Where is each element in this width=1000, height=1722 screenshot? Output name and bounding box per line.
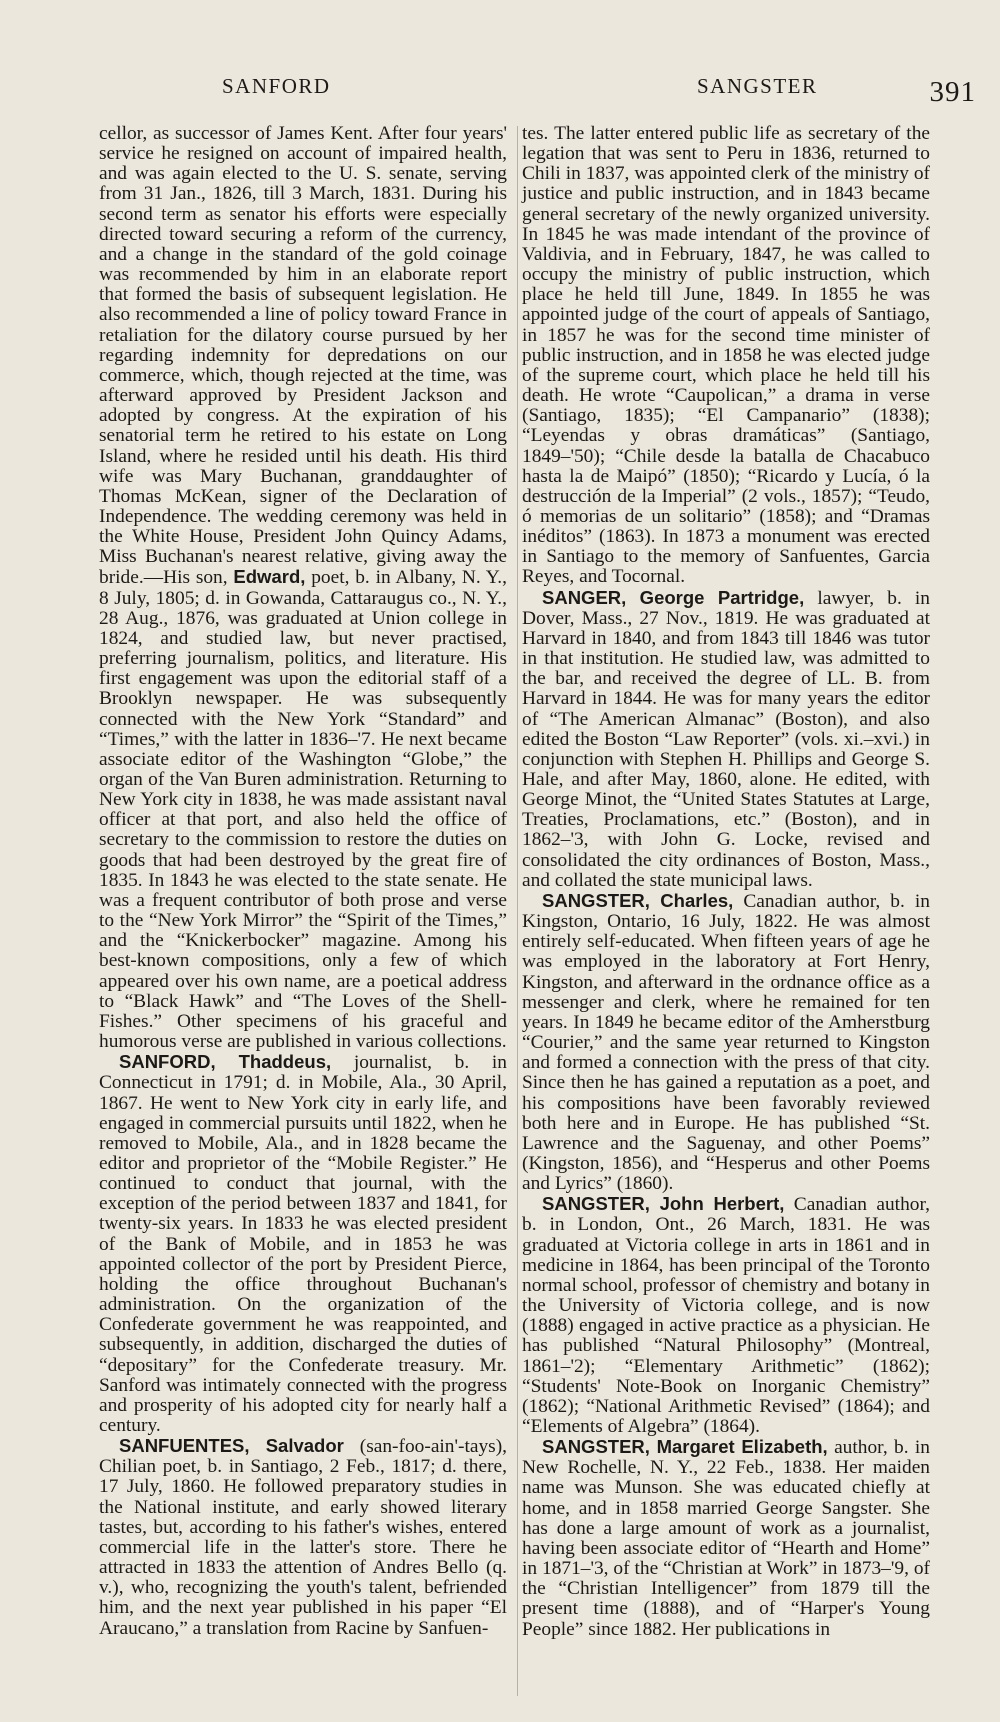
continued-entry-sanford-nathan bbox=[99, 124, 507, 1052]
entry-sangster-margaret bbox=[522, 1437, 930, 1640]
headword: SANFUENTES, Salvador bbox=[119, 1435, 344, 1457]
entry-text: cellor, as successor of James Kent. After four years' service he resigned on account of impaired health, and was again elected to the U. S. senate, serving from 31 Jan., 1826, till 3 March, 1831. During his second term as senator his efforts were especially directed toward securing a reform of the currency, and a change in the standard of the gold coinage was recommended by him in an elaborate report that formed the basis of subsequent legislation. He also recommended a line of policy toward France in retaliation for the dilatory course pursued by her regarding indemnity for depredations on our commerce, which, though rejected at the time, was afterward approved by President Jackson and adopted by congress. At the expiration of his senatorial term he retired to his estate on Long Island, where he resided until his death. His third wife was Mary Buchanan, granddaughter of Thomas McKean, signer of the Declaration of Independence. The wedding ceremony was held in the White House, President John Quincy Adams, Miss Buchanan's nearest relative, giving away the bride.—His son, bbox=[99, 123, 507, 589]
left-column bbox=[99, 124, 507, 1639]
headword: SANGSTER, Charles, bbox=[542, 889, 734, 911]
entry-text: journalist, b. in Connecticut in 1791; d. in Mobile, Ala., 30 April, 1867. He went to New York city in early life, and engaged in commercial pursuits until 1822, when he removed to Mobile, Ala., and in 1828 became the editor and proprietor of the “Mobile Register.” He continued to conduct that journal, with the exception of the period between 1837 and 1841, for twenty-six years. In 1833 he was elected president of the Bank of Mobile, and in 1853 he was appointed collector of the port by President Pierce, holding the office throughout Buchanan's administration. On the organization of the Confederate government he was reappointed, and subsequently, in addition, discharged the duties of “depositary” for the Confederate treasury. Mr. Sanford was intimately connected with the progress and prosperity of his adopted city for nearly half a century. bbox=[99, 1052, 507, 1436]
entry-text: lawyer, b. in Dover, Mass., 27 Nov., 1819. He was graduated at Harvard in 1840, and from 1843 till 1846 was tutor in that institution. He studied law, was admitted to the bar, and received the degree of LL. B. from Harvard in 1844. He was for many years the editor of “The American Almanac” (Boston), and also edited the Boston “Law Reporter” (vols. xi.–xvi.) in conjunction with Stephen H. Phillips and George S. Hale, and after May, 1860, alone. He edited, with George Minot, the “United States Statutes at Large, Treaties, Proclamations, etc.” (Boston), and in 1862–'3, with John G. Locke, revised and consolidated the city ordinances of Boston, Mass., and collated the state municipal laws. bbox=[522, 587, 930, 891]
right-column bbox=[522, 124, 930, 1640]
headword: SANGSTER, Margaret Elizabeth, bbox=[542, 1436, 828, 1458]
headword: SANFORD, Thaddeus, bbox=[119, 1051, 332, 1073]
entry-sangster-john-herbert bbox=[522, 1194, 930, 1437]
entry-text: Canadian author, b. in London, Ont., 26 March, 1831. He was graduated at Victoria college in arts in 1861 and in medicine in 1864, has been principal of the Toronto normal school, professor of chemistry and botany in the University of Victoria college, and is now (1888) engaged in active practice as a physician. He has published “Natural Philosophy” (Montreal, 1861–'2); “Elementary Arithmetic” (1862); “Students' Note-Book on Inorganic Chemistry” (1862); “National Arithmetic Revised” (1864); and “Elements of Algebra” (1864). bbox=[522, 1194, 930, 1437]
entry-text: (san-foo-ain'-tays), Chilian poet, b. in Santiago, 2 Feb., 1817; d. there, 17 July, 1860. He followed preparatory studies in the National institute, and early showed literary tastes, but, according to his father's wishes, entered commercial life in the latter's store. There he attracted in 1833 the attention of Andres Bello (q. v.), who, recognizing the youth's talent, befriended him, and the next year published in his paper “El Araucano,” a translation from Racine by Sanfuen- bbox=[99, 1436, 507, 1639]
entry-text: Canadian author, b. in Kingston, Ontario, 16 July, 1822. He was almost entirely self-educated. When fifteen years of age he was employed in the laboratory at Fort Henry, Kingston, and afterward in the ordnance office as a messenger and clerk, where he remained for ten years. In 1849 he became editor of the Amherstburg “Courier,” and the same year returned to Kingston and formed a connection with the press of that city. Since then he has gained a reputation as a poet, and his compositions have been favorably reviewed both here and in Europe. He has published “St. Lawrence and the Saguenay, and other Poems” (Kingston, 1856), and “Hesperus and other Poems and Lyrics” (1860). bbox=[522, 890, 930, 1195]
entry-sanfuentes-salvador bbox=[99, 1436, 507, 1639]
entry-sangster-charles bbox=[522, 891, 930, 1194]
running-head-left: SANFORD bbox=[222, 74, 331, 98]
continued-entry-sanfuentes bbox=[522, 124, 930, 588]
headword: SANGER, George Partridge, bbox=[542, 586, 805, 608]
sub-headword-edward: Edward, bbox=[233, 566, 306, 588]
entry-sanford-thaddeus bbox=[99, 1052, 507, 1436]
entry-sanger-george bbox=[522, 588, 930, 891]
column-divider bbox=[517, 126, 518, 1696]
entry-text: tes. The latter entered public life as secretary of the legation that was sent to Peru in 1836, returned to Chili in 1837, was appointed clerk of the ministry of justice and public instruction, and in 1843 became general secretary of the newly organized university. In 1845 he was made intendant of the province of Valdivia, and in February, 1847, he was called to occupy the ministry of public instruction, which place he held till June, 1849. In 1855 he was appointed judge of the court of appeals of Santiago, in 1857 he was for the second time minister of public instruction, and in 1858 he was elected judge of the supreme court, which place he held till his death. He wrote “Caupolican,” a drama in verse (Santiago, 1835); “El Campanario” (1838); “Leyendas y obras dramáticas” (Santiago, 1849–'50); “Chile desde la batalla de Chacabuco hasta la de Maipó” (1850); “Ricardo y Lucía, ó la destrucción de la Imperial” (2 vols., 1857); “Teudo, ó memorias de un solitario” (1858); and “Dramas inéditos” (1863). In 1873 a monument was erected in Santiago to the memory of Sanfuentes, Garcia Reyes, and Tocornal. bbox=[522, 123, 930, 588]
entry-text: poet, b. in Albany, N. Y., 8 July, 1805; d. in Gowanda, Cattaraugus co., N. Y., 28 Aug., 1876, was graduated at Union college in 1824, and studied law, but never practised, preferring journalism, politics, and literature. His first engagement was upon the editorial staff of a Brooklyn newspaper. He was subsequently connected with the New York “Standard” and “Times,” with the latter in 1836–'7. He next became associate editor of the Washington “Globe,” the organ of the Van Buren administration. Returning to New York city in 1838, he was made assistant naval officer at that port, and also held the office of secretary to the commission to restore the duties on goods that had been destroyed by the great fire of 1835. In 1843 he was elected to the state senate. He was a frequent contributor of both prose and verse to the “New York Mirror” the “Spirit of the Times,” and the “Knickerbocker” magazine. Among his best-known compositions, only a few of which appeared over his own name, are a poetical address to “Black Hawk” and “The Loves of the Shell-Fishes.” Other specimens of his graceful and humorous verse are published in various collections. bbox=[99, 567, 507, 1053]
entry-text: author, b. in New Rochelle, N. Y., 22 Feb., 1838. Her maiden name was Munson. She was educated chiefly at home, and in 1858 married George Sangster. She has done a large amount of work as a journalist, having been associate editor of “Hearth and Home” in 1871–'3, of the “Christian at Work” in 1873–'9, of the “Christian Intelligencer” from 1879 till the present time (1888), and of “Harper's Young People” since 1882. Her publications in bbox=[522, 1437, 930, 1640]
headword: SANGSTER, John Herbert, bbox=[542, 1193, 785, 1215]
page-number: 391 bbox=[929, 76, 976, 108]
running-head-right: SANGSTER bbox=[697, 74, 818, 98]
